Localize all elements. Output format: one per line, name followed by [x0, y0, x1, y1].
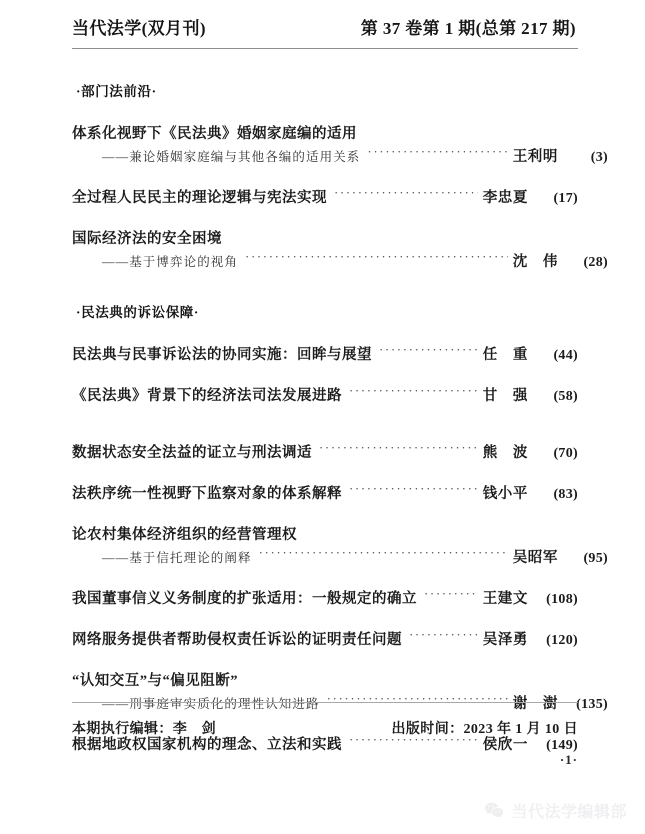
entry-subtitle-line	[72, 250, 608, 271]
entry-title: 民法典与民事诉讼法的协同实施：回眸与展望	[72, 347, 372, 363]
entry-title-line	[72, 587, 578, 608]
page-number: ·1·	[559, 752, 578, 767]
dot-leader	[367, 145, 507, 161]
dot-leader	[319, 441, 478, 457]
entry-title: 我国董事信义义务制度的扩张适用：一般规定的确立	[72, 591, 417, 607]
footer	[72, 718, 578, 738]
section-heading: ·民法典的诉讼保障·	[76, 305, 200, 320]
entry-page-number: (108)	[546, 592, 578, 607]
masthead	[72, 14, 578, 39]
entry-page-number: (149)	[546, 738, 578, 753]
entry-title: “认知交互”与“偏见阻断”	[72, 673, 238, 689]
entry-subtitle-line	[72, 546, 608, 567]
section-gap	[72, 425, 578, 441]
publication-date: 出版时间：2023 年 1 月 10 日	[391, 722, 578, 737]
header-divider	[72, 48, 578, 49]
entry-author: 谢 澍	[512, 696, 558, 712]
entry-title: 根据地政权国家机构的理念、立法和实践	[72, 737, 342, 753]
wechat-icon	[483, 800, 505, 822]
entry-author: 钱小平	[482, 486, 528, 502]
entry-author: 王利明	[512, 149, 558, 165]
entry-title: 体系化视野下《民法典》婚姻家庭编的适用	[72, 126, 357, 142]
entry-title-line	[72, 628, 578, 649]
toc-entry[interactable]	[72, 628, 578, 649]
entry-page-number: (70)	[553, 446, 578, 461]
entry-title: 全过程人民民主的理论逻辑与宪法实现	[72, 190, 327, 206]
entry-subtitle: ——基于信托理论的阐释	[102, 551, 252, 565]
entry-author: 沈 伟	[512, 254, 558, 270]
toc-entry[interactable]	[72, 384, 578, 405]
entry-author: 甘 强	[482, 388, 528, 404]
toc-entry[interactable]	[72, 587, 578, 608]
entry-page-number: (44)	[553, 348, 578, 363]
entry-subtitle-line	[72, 145, 608, 166]
toc-entry[interactable]	[72, 523, 608, 567]
dot-leader	[327, 692, 508, 708]
entry-author: 李忠夏	[482, 190, 528, 206]
entry-page-number: (58)	[553, 389, 578, 404]
entry-author: 王建文	[482, 591, 528, 607]
watermark	[483, 799, 627, 822]
entry-subtitle: ——刑事庭审实质化的理性认知进路	[102, 697, 320, 711]
dot-leader	[334, 186, 478, 202]
entry-page-number: (135)	[576, 697, 608, 712]
dot-leader	[259, 546, 508, 562]
entry-title: 网络服务提供者帮助侵权责任诉讼的证明责任问题	[72, 632, 402, 648]
section-heading: ·部门法前沿·	[76, 84, 157, 99]
executive-editor: 本期执行编辑：李 剑	[72, 722, 216, 737]
entry-title-line	[72, 441, 578, 462]
dot-leader	[424, 587, 478, 603]
dot-leader	[349, 482, 478, 498]
entry-title-line	[72, 384, 578, 405]
dot-leader	[349, 384, 478, 400]
dot-leader	[409, 628, 478, 644]
issue-designation: 第 37 卷第 1 期(总第 217 期)	[360, 19, 576, 38]
entry-subtitle: ——兼论婚姻家庭编与其他各编的适用关系	[102, 150, 361, 164]
entry-page-number: (28)	[583, 255, 608, 270]
entry-page-number: (3)	[590, 150, 608, 165]
entry-title-line	[72, 186, 578, 207]
footer-divider	[72, 702, 578, 703]
entry-title: 《民法典》背景下的经济法司法发展进路	[72, 388, 342, 404]
toc-entry[interactable]	[72, 227, 608, 271]
toc-entry[interactable]	[72, 482, 578, 503]
entry-page-number: (95)	[583, 551, 608, 566]
entry-author: 任 重	[482, 347, 528, 363]
entry-title: 国际经济法的安全困境	[72, 231, 222, 247]
entry-title: 数据状态安全法益的证立与刑法调适	[72, 445, 312, 461]
entry-author: 吴泽勇	[482, 632, 528, 648]
toc-entry[interactable]	[72, 343, 578, 364]
entry-page-number: (17)	[553, 191, 578, 206]
toc-entry[interactable]	[72, 122, 608, 166]
dot-leader	[379, 343, 478, 359]
journal-title: 当代法学(双月刊)	[72, 19, 206, 38]
entry-page-number: (120)	[546, 633, 578, 648]
entry-page-number: (83)	[553, 487, 578, 502]
entry-author: 吴昭军	[512, 550, 558, 566]
entry-author: 侯欣一	[482, 737, 528, 753]
entry-title-line	[72, 482, 578, 503]
toc-entry[interactable]	[72, 669, 608, 713]
entry-title: 论农村集体经济组织的经营管理权	[72, 527, 297, 543]
toc-entry[interactable]	[72, 441, 578, 462]
table-of-contents	[72, 70, 608, 754]
toc-entry[interactable]	[72, 186, 578, 207]
dot-leader	[245, 250, 508, 266]
watermark-text: 当代法学编辑部	[511, 804, 627, 821]
entry-subtitle: ——基于博弈论的视角	[102, 255, 239, 269]
entry-title: 法秩序统一性视野下监察对象的体系解释	[72, 486, 342, 502]
entry-title-line	[72, 343, 578, 364]
entry-author: 熊 波	[482, 445, 528, 461]
